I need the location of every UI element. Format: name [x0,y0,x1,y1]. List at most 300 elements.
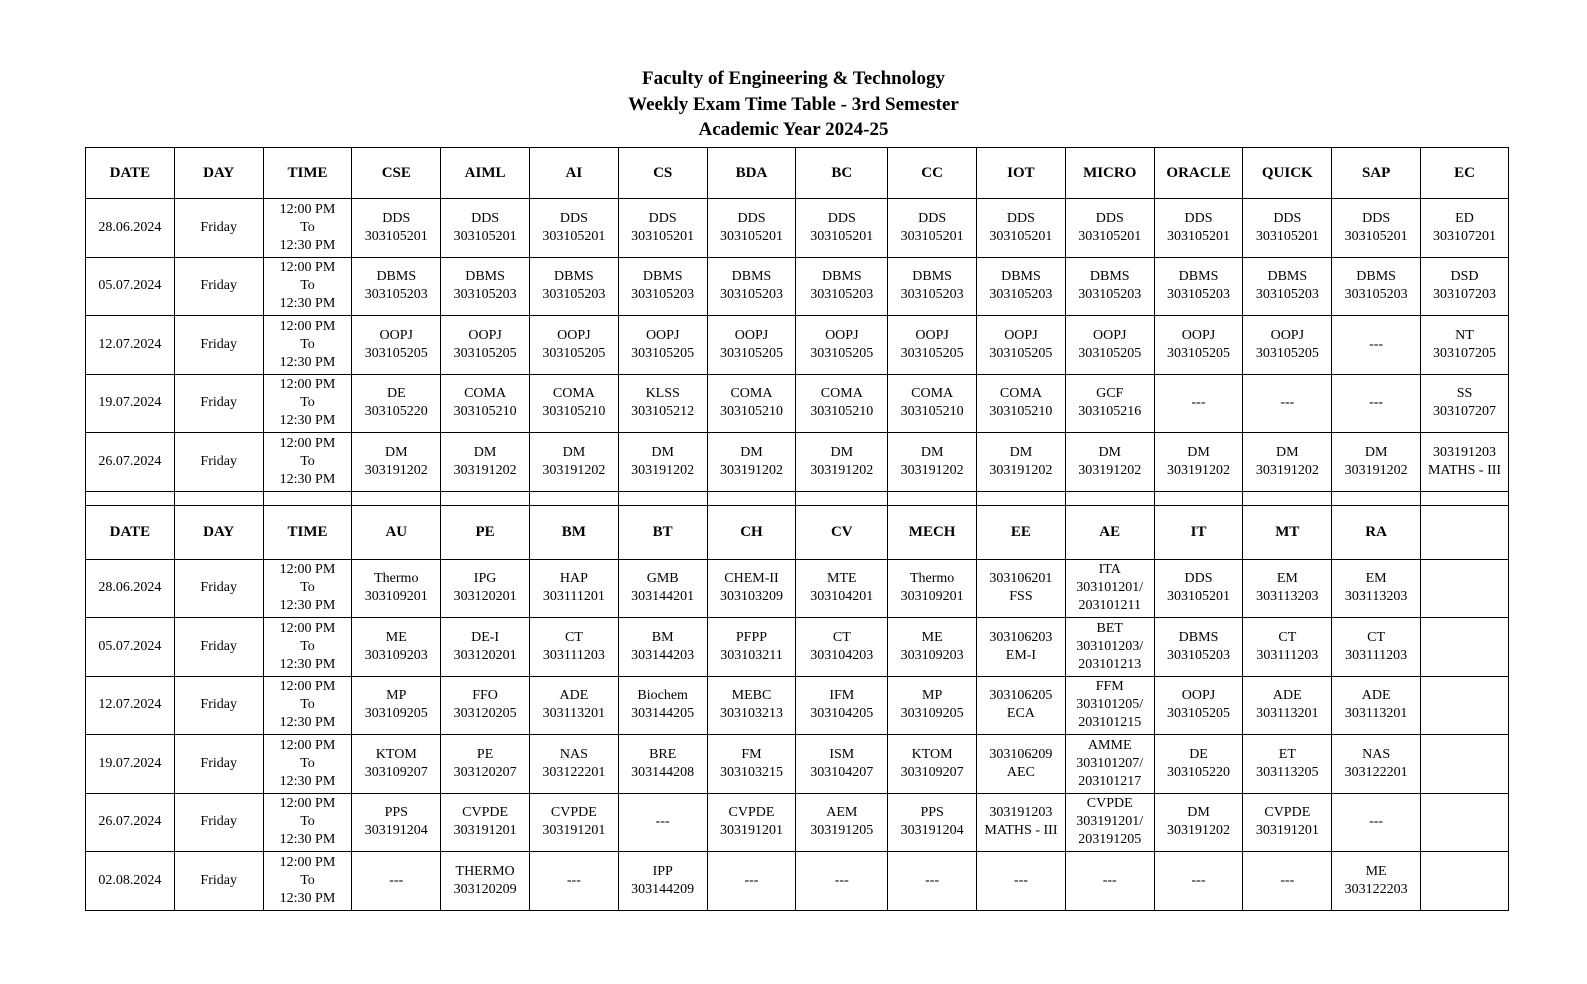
cell-line: 303105216 [1078,404,1142,420]
cell-line: KTOM [375,746,417,762]
cell-line: 303105203 [1344,287,1408,303]
subject-cell [707,257,796,316]
subject-cell [707,735,796,794]
cell-line: 303109203 [364,647,428,663]
exam-time [263,735,352,794]
subject-cell [977,316,1066,375]
branch-header: MECH [888,505,977,559]
exam-date: 28.06.2024 [86,199,175,258]
spacer-cell [441,491,530,505]
subject-cell [1243,316,1332,375]
branch-header: IT [1154,505,1243,559]
cell-line: 303191202 [989,462,1053,478]
cell-line: --- [1369,814,1384,830]
cell-line: 303105210 [719,404,783,420]
cell-line: EM [1365,571,1387,587]
subject-cell [441,793,530,852]
branch-header: AU [352,505,441,559]
cell-line: 303191202 [1078,462,1142,478]
cell-line: 303105203 [364,287,428,303]
cell-line: OOPJ [1004,327,1038,343]
timetable-title: Weekly Exam Time Table - 3rd Semester [628,93,959,115]
cell-line: DSD [1450,269,1479,285]
cell-line: DM [1187,805,1210,821]
cell-line: ET [1278,746,1296,762]
time-line: To [300,638,315,654]
subject-cell [1154,559,1243,618]
cell-line: 303191203 [1433,444,1496,460]
cell-line: OOPJ [1181,688,1216,704]
branch-header: CV [796,505,888,559]
subject-cell [796,257,888,316]
subject-cell [1421,374,1509,433]
cell-line: 303144208 [631,764,695,780]
branch-header: CC [888,148,977,199]
cell-line: DM [1364,444,1388,460]
cell-line: 303105203 [1167,647,1231,663]
cell-line: CVPDE [1264,805,1311,821]
cell-line: DDS [918,210,947,226]
subject-cell [1243,257,1332,316]
exam-time [263,199,352,258]
cell-line: 303120205 [453,706,517,722]
subject-cell [441,257,530,316]
subject-cell [1421,199,1509,258]
cell-line: 303105203 [1078,287,1142,303]
header-row [86,148,1509,199]
cell-line: 303103213 [719,706,783,722]
cell-line: 303105205 [542,345,606,361]
cell-line: 303105210 [989,404,1053,420]
day-header: DAY [174,148,263,199]
cell-line: 303107203 [1433,287,1496,303]
exam-date: 05.07.2024 [86,257,175,316]
cell-line: OOPJ [645,327,680,343]
table-row [86,852,1509,911]
subject-cell [1065,676,1154,735]
cell-line: ITA [1098,562,1121,578]
cell-line: --- [1280,395,1295,411]
cell-line: PE [476,746,494,762]
subject-cell [1243,735,1332,794]
subject-cell [1332,257,1421,316]
time-line: To [300,580,315,596]
cell-line: DBMS [554,269,594,285]
cell-line: MATHS - III [1427,462,1502,478]
cell-line: MATHS - III [984,823,1058,839]
subject-cell [1154,199,1243,258]
subject-cell [529,676,618,735]
cell-line: 303191202 [364,462,428,478]
subject-cell [352,257,441,316]
subject-cell [441,433,530,492]
subject-cell [529,618,618,677]
cell-line: Thermo [374,571,419,587]
subject-cell [1421,433,1509,492]
exam-day: Friday [174,374,263,433]
cell-line: 303191202 [1255,462,1319,478]
day-header: DAY [174,505,263,559]
branch-header: QUICK [1243,148,1332,199]
branch-header: BT [618,505,707,559]
cell-line: 303191202 [719,462,783,478]
cell-line: --- [566,872,581,888]
cell-line: 303103211 [720,647,783,663]
cell-line: 303105201 [1344,228,1408,244]
branch-header: CH [707,505,796,559]
cell-line: OOPJ [1092,327,1127,343]
cell-line: FFO [472,688,498,704]
time-header: TIME [263,148,352,199]
subject-cell [888,374,977,433]
cell-line: 303106209 [989,746,1053,762]
exam-time [263,559,352,618]
cell-line: --- [834,872,849,888]
cell-line: BRE [649,746,677,762]
subject-cell [1154,735,1243,794]
cell-line: 303105212 [631,404,695,420]
exam-date: 28.06.2024 [86,559,175,618]
subject-cell [796,559,888,618]
cell-line: DBMS [1356,269,1396,285]
cell-line: 303101207/ [1076,755,1144,771]
cell-line: 303105205 [631,345,695,361]
subject-cell [1154,852,1243,911]
cell-line: --- [389,872,404,888]
subject-cell [441,676,530,735]
cell-line: 303120201 [453,589,517,605]
subject-cell [441,618,530,677]
cell-line: --- [1013,872,1028,888]
cell-line: EM [1276,571,1298,587]
subject-cell [888,852,977,911]
cell-line: COMA [911,386,954,402]
cell-line: 303113205 [1256,764,1319,780]
time-line: 12:00 PM [279,318,336,334]
cell-line: 303105201 [542,228,606,244]
cell-line: DM [562,444,586,460]
cell-line: DBMS [1178,269,1219,285]
time-line: To [300,219,315,235]
cell-line: 303105205 [1167,345,1231,361]
cell-line: 303105210 [810,404,874,420]
time-line: 12:30 PM [279,832,336,848]
cell-line: DBMS [1178,629,1219,645]
subject-cell [1065,852,1154,911]
exam-time [263,433,352,492]
cell-line: DBMS [465,269,505,285]
time-line: 12:30 PM [279,598,336,614]
subject-cell [352,316,441,375]
exam-time [263,793,352,852]
branch-header: PE [441,505,530,559]
cell-line: THERMO [455,863,515,879]
cell-line: 303191201 [1255,823,1319,839]
cell-line: 303191201/ [1076,814,1144,830]
cell-line: 303109205 [900,706,964,722]
branch-header: BC [796,148,888,199]
time-line: To [300,336,315,352]
cell-line: CVPDE [550,805,597,821]
subject-cell [977,433,1066,492]
cell-line: 303122201 [542,764,606,780]
cell-line: Biochem [637,688,688,704]
cell-line: OOPJ [379,327,414,343]
subject-cell [1154,793,1243,852]
spacer-cell [174,491,263,505]
subject-cell [796,676,888,735]
cell-line: 303105201 [364,228,428,244]
cell-line: OOPJ [1270,327,1305,343]
subject-cell [707,559,796,618]
subject-cell [441,316,530,375]
cell-line: 303106205 [989,688,1053,704]
subject-cell [977,735,1066,794]
subject-cell [618,735,707,794]
subject-cell [1332,618,1421,677]
cell-line: 303103215 [719,764,783,780]
cell-line: 303191203 [989,805,1053,821]
time-line: 12:30 PM [279,890,336,906]
subject-cell [1332,433,1421,492]
cell-line: COMA [820,386,863,402]
subject-cell [1332,852,1421,911]
subject-cell [977,793,1066,852]
exam-time [263,676,352,735]
cell-line: ECA [1006,706,1035,722]
cell-line: 303122201 [1344,764,1408,780]
cell-line: CVPDE [462,805,509,821]
cell-line: OOPJ [825,327,859,343]
date-header: DATE [86,505,175,559]
cell-line: 303107207 [1433,404,1496,420]
cell-line: 303105201 [900,228,964,244]
cell-line: 303105210 [453,404,517,420]
cell-line: 303113201 [1344,706,1408,722]
table-row [86,559,1509,618]
subject-cell [618,316,707,375]
subject-cell [977,676,1066,735]
cell-line: FFM [1095,679,1124,695]
subject-cell [888,316,977,375]
cell-line: 303105201 [1167,228,1231,244]
cell-line: NAS [1362,746,1391,762]
cell-line: DM [740,444,763,460]
exam-date: 26.07.2024 [86,433,175,492]
subject-cell [441,199,530,258]
subject-cell [618,433,707,492]
cell-line: --- [1369,395,1384,411]
cell-line: 303105203 [631,287,695,303]
cell-line: 303191202 [1167,462,1231,478]
cell-line: 303109207 [364,764,428,780]
cell-line: 303191201 [719,823,783,839]
cell-line: ED [1455,210,1474,226]
time-line: 12:00 PM [279,854,336,870]
table-row [86,199,1509,258]
subject-cell [352,618,441,677]
spacer-cell [796,491,888,505]
subject-cell [1065,793,1154,852]
subject-cell [888,676,977,735]
branch-header: MT [1243,505,1332,559]
cell-line: BET [1096,620,1123,636]
cell-line: OOPJ [468,327,502,343]
cell-line: OOPJ [557,327,591,343]
subject-cell [441,852,530,911]
cell-line: 303106203 [989,629,1053,645]
exam-time [263,316,352,375]
cell-line: DM [385,444,408,460]
cell-line: 203191205 [1078,832,1142,848]
cell-line: DE [386,386,406,402]
subject-cell [888,257,977,316]
cell-line: 303191201 [453,823,517,839]
cell-line: 303191204 [900,823,964,839]
subject-cell [1332,316,1421,375]
exam-day: Friday [174,676,263,735]
spacer-cell [529,491,618,505]
subject-cell [352,433,441,492]
cell-line: ME [385,629,407,645]
cell-line: AEM [826,805,858,821]
cell-line: DDS [648,210,677,226]
subject-cell [1421,316,1509,375]
subject-cell [1154,316,1243,375]
cell-line: KLSS [645,386,680,402]
subject-cell [1421,676,1509,735]
subject-cell [352,852,441,911]
subject-cell [529,793,618,852]
cell-line: 303113203 [1256,589,1319,605]
cell-line: 303106201 [989,571,1053,587]
subject-cell [441,559,530,618]
cell-line: 303191202 [900,462,964,478]
time-line: 12:30 PM [279,715,336,731]
faculty-title: Faculty of Engineering & Technology [642,68,945,89]
table-row [86,433,1509,492]
exam-timetable [85,147,1509,911]
time-header: TIME [263,505,352,559]
subject-cell [707,618,796,677]
cell-line: DBMS [642,269,683,285]
spacer-cell [1421,491,1509,505]
spacer-cell [1065,491,1154,505]
exam-day: Friday [174,793,263,852]
table-row [86,316,1509,375]
cell-line: 303105205 [364,345,428,361]
cell-line: --- [1191,395,1206,411]
cell-line: --- [1369,336,1384,352]
time-line: To [300,453,315,469]
subject-cell [1421,793,1509,852]
subject-cell [977,618,1066,677]
subject-cell [888,618,977,677]
cell-line: 303105201 [631,228,695,244]
cell-line: MP [386,688,407,704]
exam-date: 12.07.2024 [86,316,175,375]
subject-cell [618,618,707,677]
cell-line: DE [1189,746,1208,762]
subject-cell [529,559,618,618]
exam-day: Friday [174,618,263,677]
subject-cell [707,793,796,852]
cell-line: 303103209 [719,589,783,605]
cell-line: KTOM [911,746,953,762]
cell-line: DDS [1273,210,1302,226]
subject-cell [618,257,707,316]
subject-cell [352,793,441,852]
cell-line: DBMS [1089,269,1130,285]
subject-cell [352,199,441,258]
spacer-cell [1332,491,1421,505]
subject-cell [1421,618,1509,677]
exam-time [263,257,352,316]
cell-line: 303105201 [453,228,517,244]
cell-line: DDS [559,210,588,226]
exam-date: 05.07.2024 [86,618,175,677]
subject-cell [1332,199,1421,258]
header-row [86,505,1509,559]
cell-line: MEBC [731,688,772,704]
cell-line: 303191202 [631,462,695,478]
subject-cell [1154,433,1243,492]
subject-cell [618,199,707,258]
exam-day: Friday [174,316,263,375]
spacer-cell [352,491,441,505]
subject-cell [618,374,707,433]
subject-cell [1332,793,1421,852]
subject-cell [352,676,441,735]
cell-line: 303144201 [631,589,695,605]
cell-line: DBMS [731,269,772,285]
cell-line: COMA [464,386,507,402]
subject-cell [1421,257,1509,316]
cell-line: --- [925,872,940,888]
cell-line: 303105201 [1167,589,1231,605]
table-row [86,676,1509,735]
subject-cell [1065,618,1154,677]
time-line: 12:00 PM [279,260,336,276]
cell-line: IFM [829,688,855,704]
cell-line: --- [655,814,670,830]
cell-line: 303122203 [1344,881,1408,897]
subject-cell [796,316,888,375]
cell-line: DDS [1362,210,1391,226]
time-line: 12:30 PM [279,354,336,370]
cell-line: COMA [552,386,595,402]
time-line: 12:00 PM [279,679,336,695]
branch-header: BDA [707,148,796,199]
cell-line: 303101201/ [1076,580,1144,596]
cell-line: --- [744,872,759,888]
exam-date: 19.07.2024 [86,735,175,794]
cell-line: DDS [382,210,411,226]
cell-line: 303191202 [453,462,517,478]
cell-line: 303105203 [1167,287,1231,303]
subject-cell [352,735,441,794]
document-title [0,66,1587,143]
cell-line: PFPP [735,629,768,645]
cell-line: DDS [1184,571,1213,587]
exam-day: Friday [174,433,263,492]
exam-date: 19.07.2024 [86,374,175,433]
cell-line: NAS [559,746,588,762]
subject-cell [1332,374,1421,433]
date-header: DATE [86,148,175,199]
branch-header: RA [1332,505,1421,559]
subject-cell [1243,199,1332,258]
